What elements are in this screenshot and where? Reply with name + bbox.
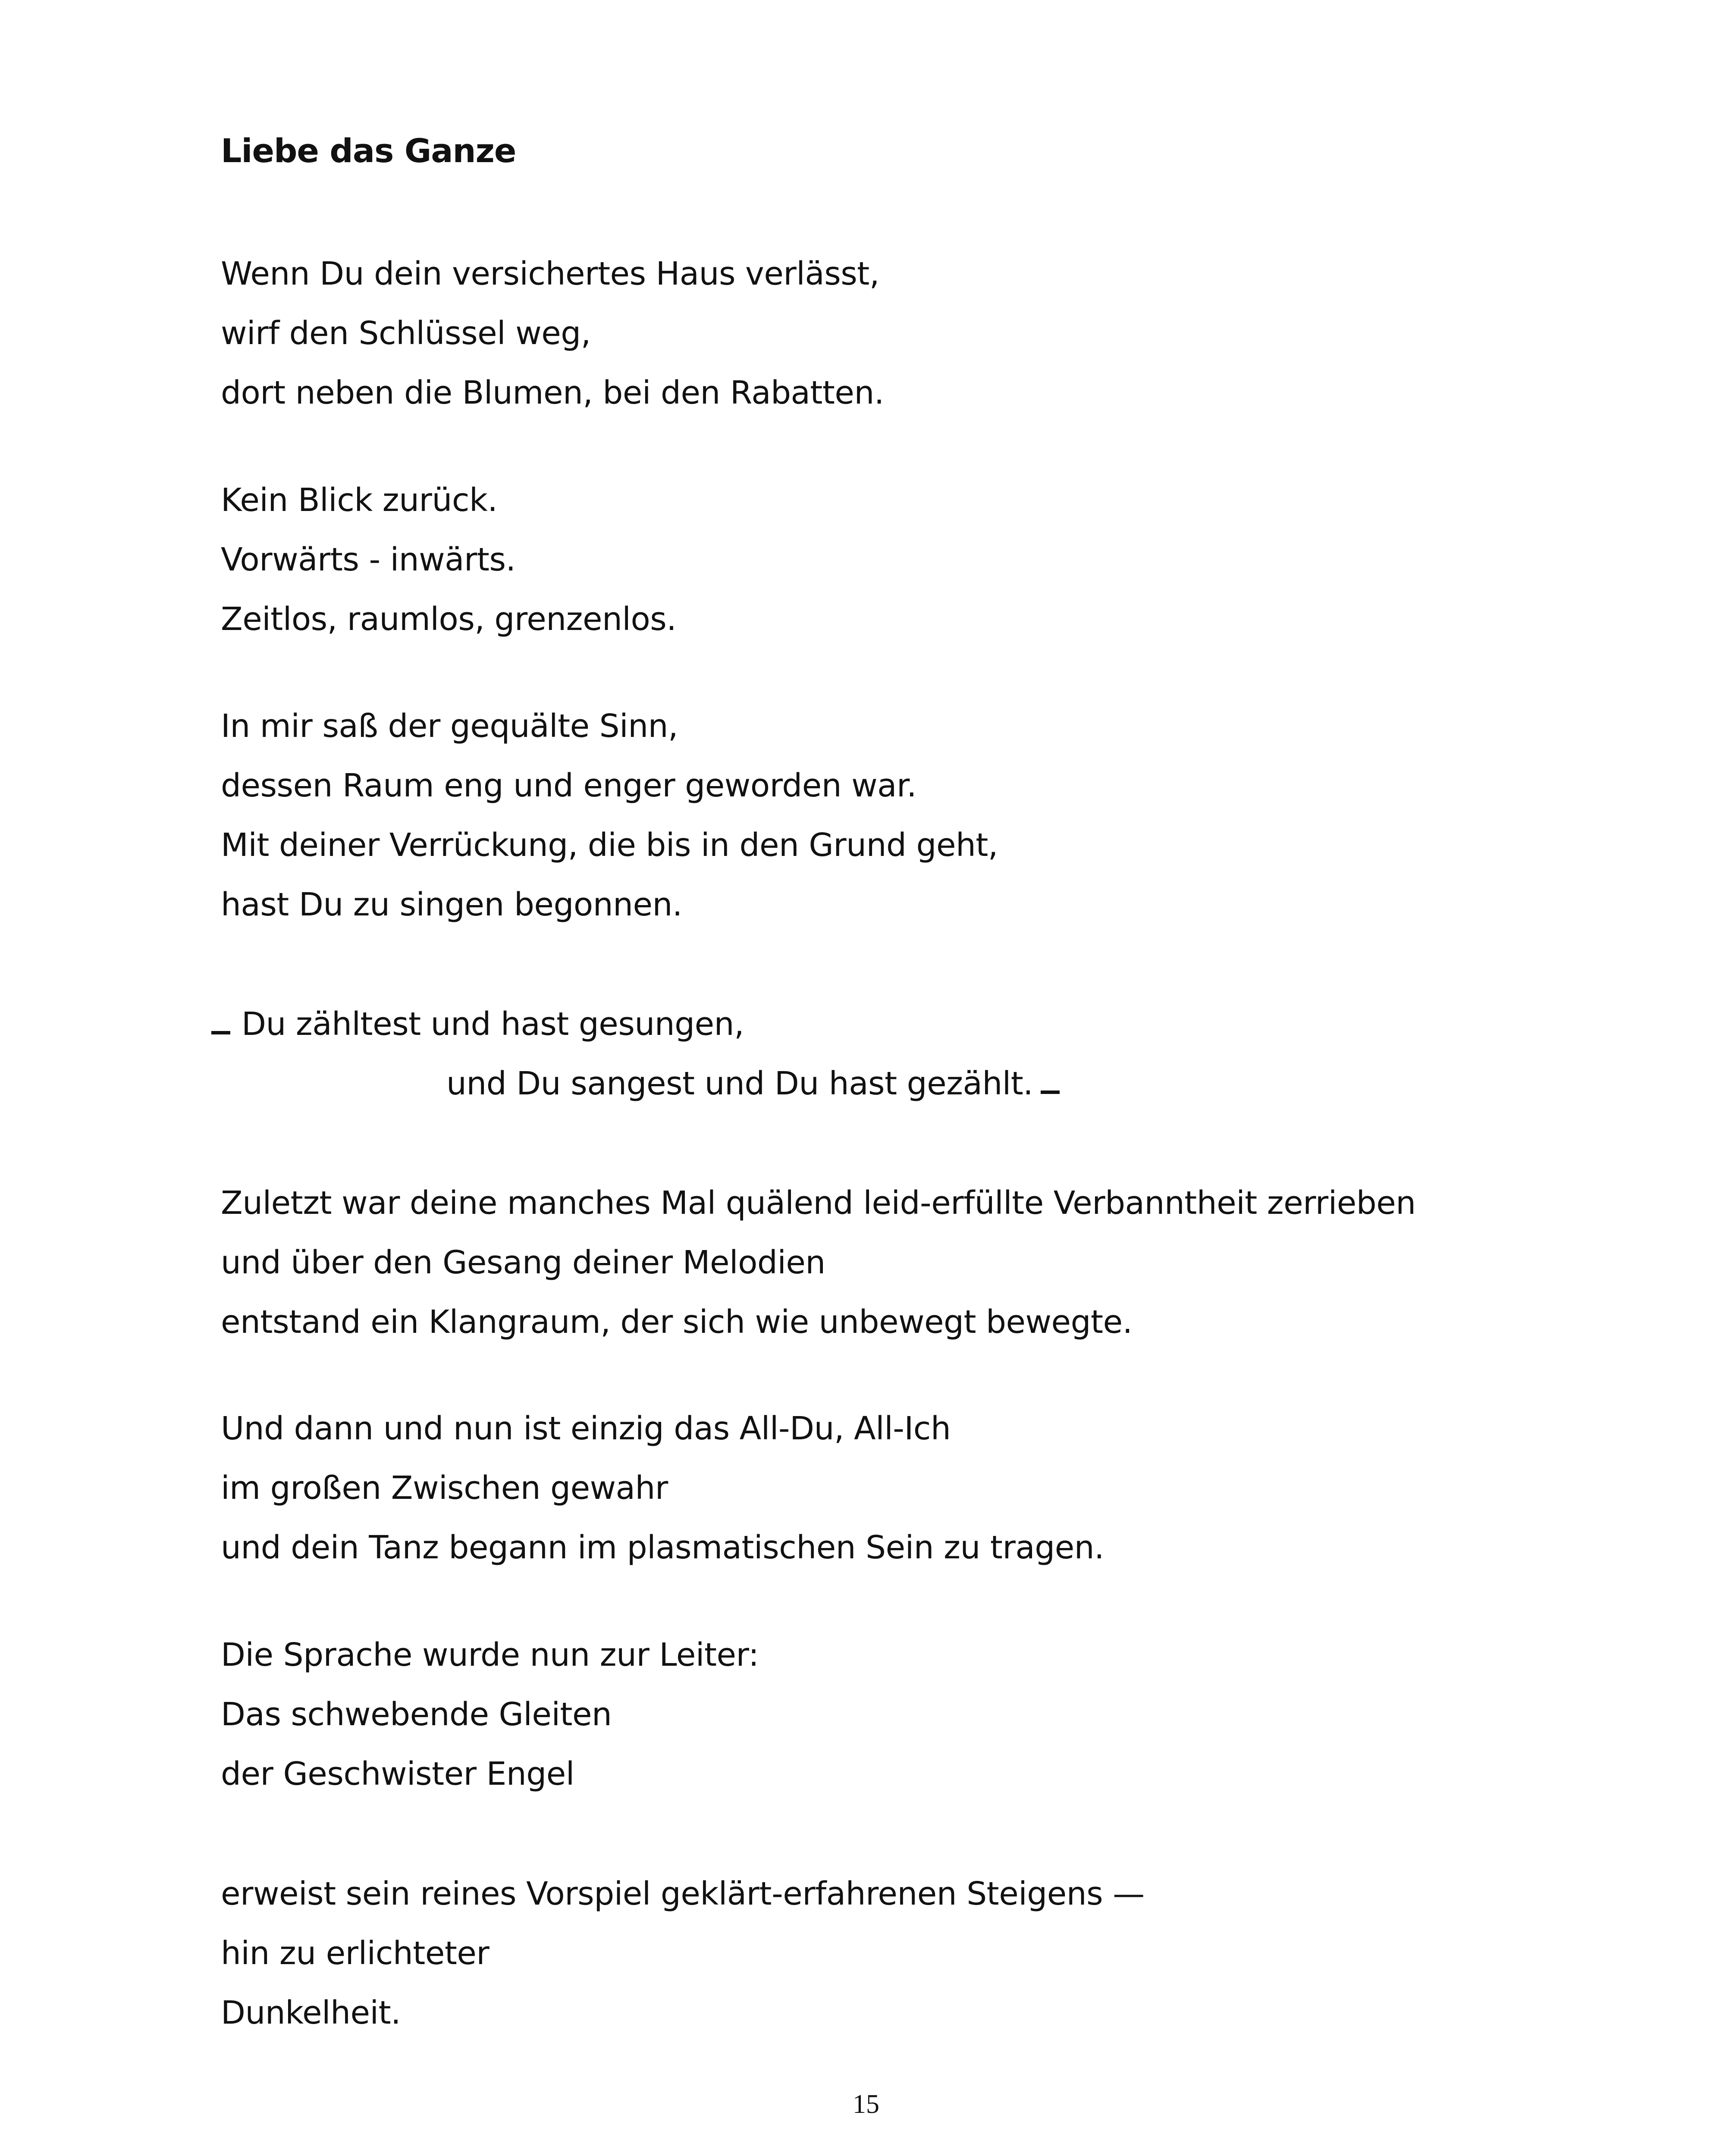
- poem-line: Zuletzt war deine manches Mal quälend leid-erfüllte Verbanntheit zerrieben: [221, 1185, 1416, 1222]
- poem-line: Und dann und nun ist einzig das All-Du, All-Ich: [221, 1410, 951, 1447]
- poem-line: Wenn Du dein versichertes Haus verlässt,: [221, 255, 879, 292]
- poem-line: dessen Raum eng und enger geworden war.: [221, 767, 917, 804]
- dash-mark: [211, 1031, 230, 1034]
- poem-line: und dein Tanz begann im plasmatischen Sein zu tragen.: [221, 1529, 1104, 1566]
- poem-line: dort neben die Blumen, bei den Rabatten.: [221, 374, 884, 411]
- poem-line: im großen Zwischen gewahr: [221, 1470, 668, 1507]
- poem-line: und über den Gesang deiner Melodien: [221, 1244, 825, 1281]
- poem-line: Vorwärts - inwärts.: [221, 541, 516, 578]
- poem-line: hin zu erlichteter: [221, 1935, 489, 1972]
- poem-title: Liebe das Ganze: [221, 132, 516, 170]
- poem-line: und Du sangest und Du hast gezählt.: [446, 1065, 1033, 1102]
- poem-line: Dunkelheit.: [221, 1994, 401, 2031]
- poem-line: Kein Blick zurück.: [221, 482, 498, 519]
- poem-line: Das schwebende Gleiten: [221, 1696, 612, 1733]
- poem-line: erweist sein reines Vorspiel geklärt-erfahrenen Steigens —: [221, 1875, 1145, 1912]
- poem-line: Mit deiner Verrückung, die bis in den Grund geht,: [221, 827, 998, 864]
- dash-mark: [1041, 1091, 1060, 1094]
- poem-line: hast Du zu singen begonnen.: [221, 886, 682, 923]
- poem-line: entstand ein Klangraum, der sich wie unbewegt bewegte.: [221, 1304, 1133, 1341]
- poem-line: In mir saß der gequälte Sinn,: [221, 708, 678, 745]
- poem-line: Die Sprache wurde nun zur Leiter:: [221, 1636, 759, 1673]
- poem-line: der Geschwister Engel: [221, 1755, 574, 1792]
- poem-line: wirf den Schlüssel weg,: [221, 315, 591, 352]
- poem-line: Zeitlos, raumlos, grenzenlos.: [221, 601, 677, 638]
- page-number: 15: [853, 2090, 879, 2119]
- poem-line: Du zähltest und hast gesungen,: [242, 1006, 744, 1043]
